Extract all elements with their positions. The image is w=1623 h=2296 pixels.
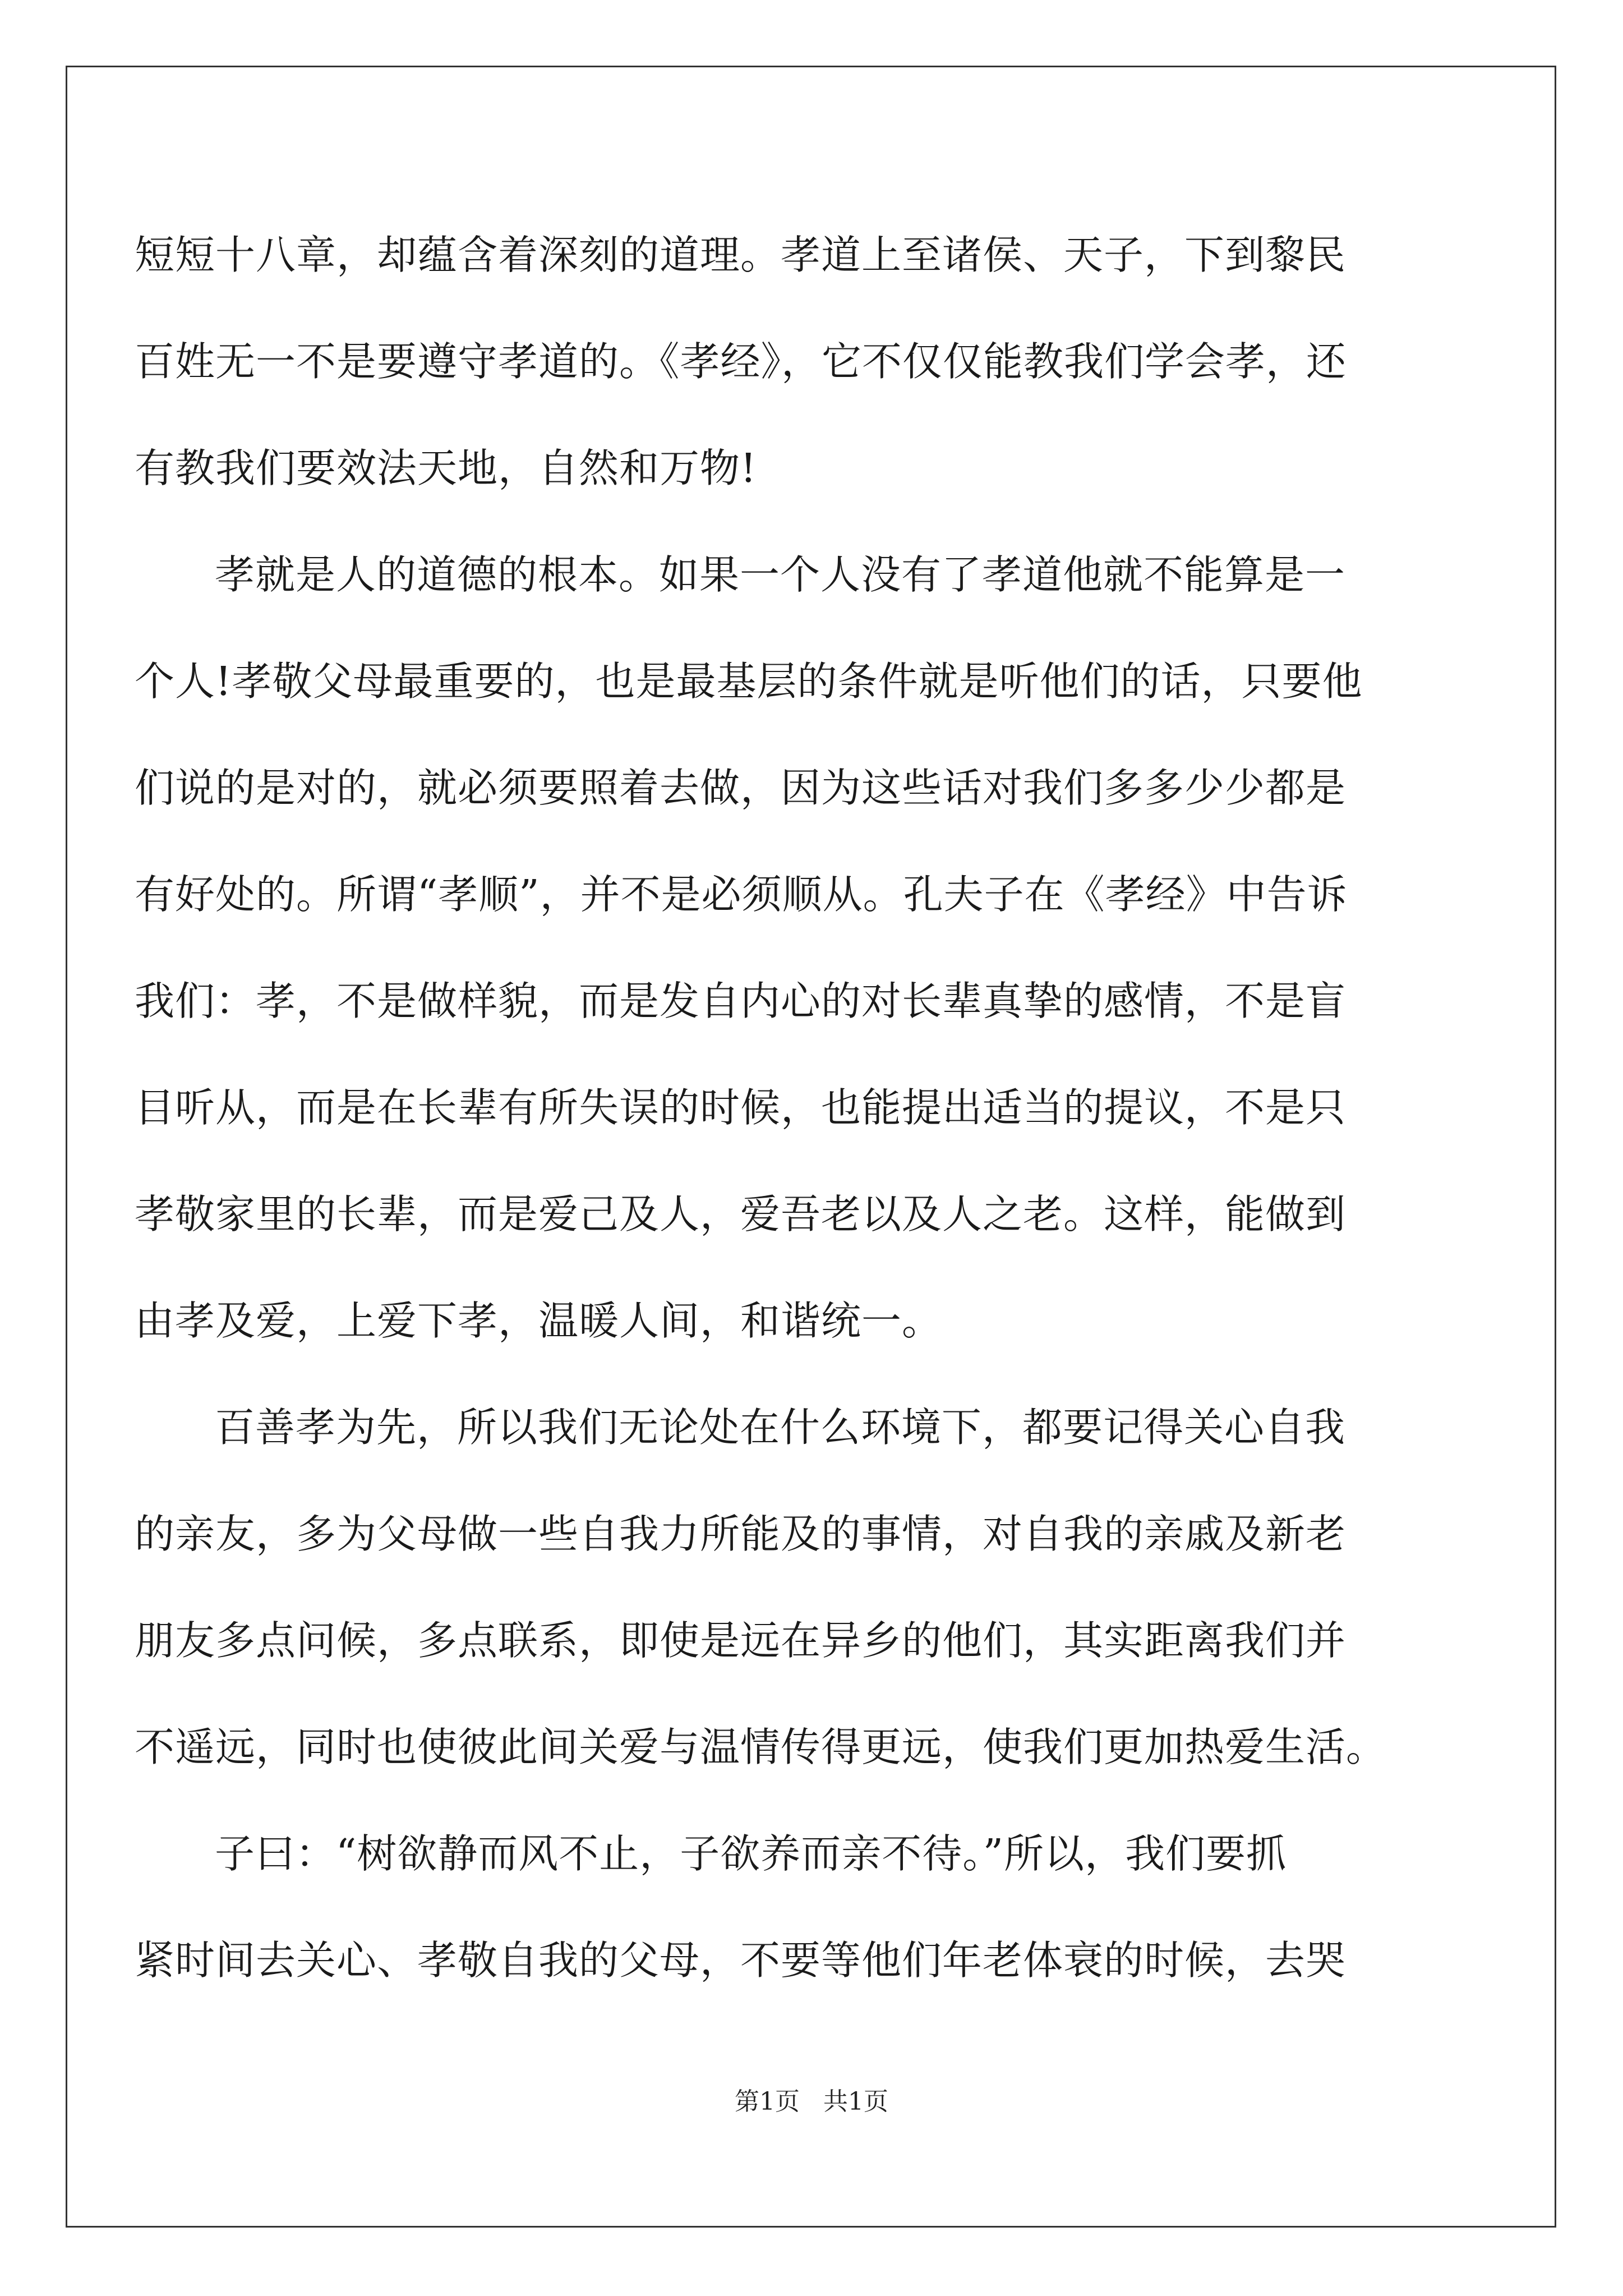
text-line: 我们：孝，不是做样貌，而是发自内心的对长辈真挚的感情，不是盲 (135, 978, 1347, 1024)
text-line: 朋友多点问候，多点联系，即使是远在异乡的他们，其实距离我们并 (135, 1617, 1347, 1664)
text-line: 有好处的。所谓“孝顺”，并不是必须顺从。孔夫子在《孝经》中告诉 (135, 871, 1348, 918)
text-line: 的亲友，多为父母做一些自我力所能及的事情，对自我的亲戚及新老 (135, 1511, 1347, 1557)
document-body (135, 210, 1413, 2022)
text-line: 由孝及爱，上爱下孝，温暖人间，和谐统一。 (135, 1297, 943, 1344)
text-line: 个人!孝敬父母最重要的，也是最基层的条件就是听他们的话，只要他 (135, 658, 1363, 705)
paragraph-first-line: 百善孝为先，所以我们无论处在什么环境下，都要记得关心自我 (215, 1404, 1346, 1451)
text-line: 不遥远，同时也使彼此间关爱与温情传得更远，使我们更加热爱生活。 (135, 1724, 1387, 1770)
text-line: 孝敬家里的长辈，而是爱己及人，爱吾老以及人之老。这样，能做到 (135, 1191, 1347, 1237)
page-footer (0, 2081, 1623, 2117)
text-line: 短短十八章，却蕴含着深刻的道理。孝道上至诸侯、天子，下到黎民 (135, 232, 1347, 278)
text-line: 目听从，而是在长辈有所失误的时候，也能提出适当的提议，不是只 (135, 1084, 1347, 1131)
paragraph-first-line: 孝就是人的道德的根本。如果一个人没有了孝道他就不能算是一 (215, 551, 1346, 598)
text-line: 有教我们要效法天地，自然和万物! (135, 445, 757, 491)
text-line: 们说的是对的，就必须要照着去做，因为这些话对我们多多少少都是 (135, 765, 1347, 811)
page-number: 第1页 (735, 2087, 800, 2116)
page-total: 共1页 (823, 2087, 888, 2116)
paragraph-first-line: 子曰：“树欲静而风不止，子欲养而亲不待。”所以，我们要抓 (215, 1830, 1287, 1877)
text-line: 百姓无一不是要遵守孝道的。《孝经》，它不仅仅能教我们学会孝，还 (135, 338, 1347, 385)
text-line: 紧时间去关心、孝敬自我的父母，不要等他们年老体衰的时候，去哭 (135, 1937, 1347, 1984)
